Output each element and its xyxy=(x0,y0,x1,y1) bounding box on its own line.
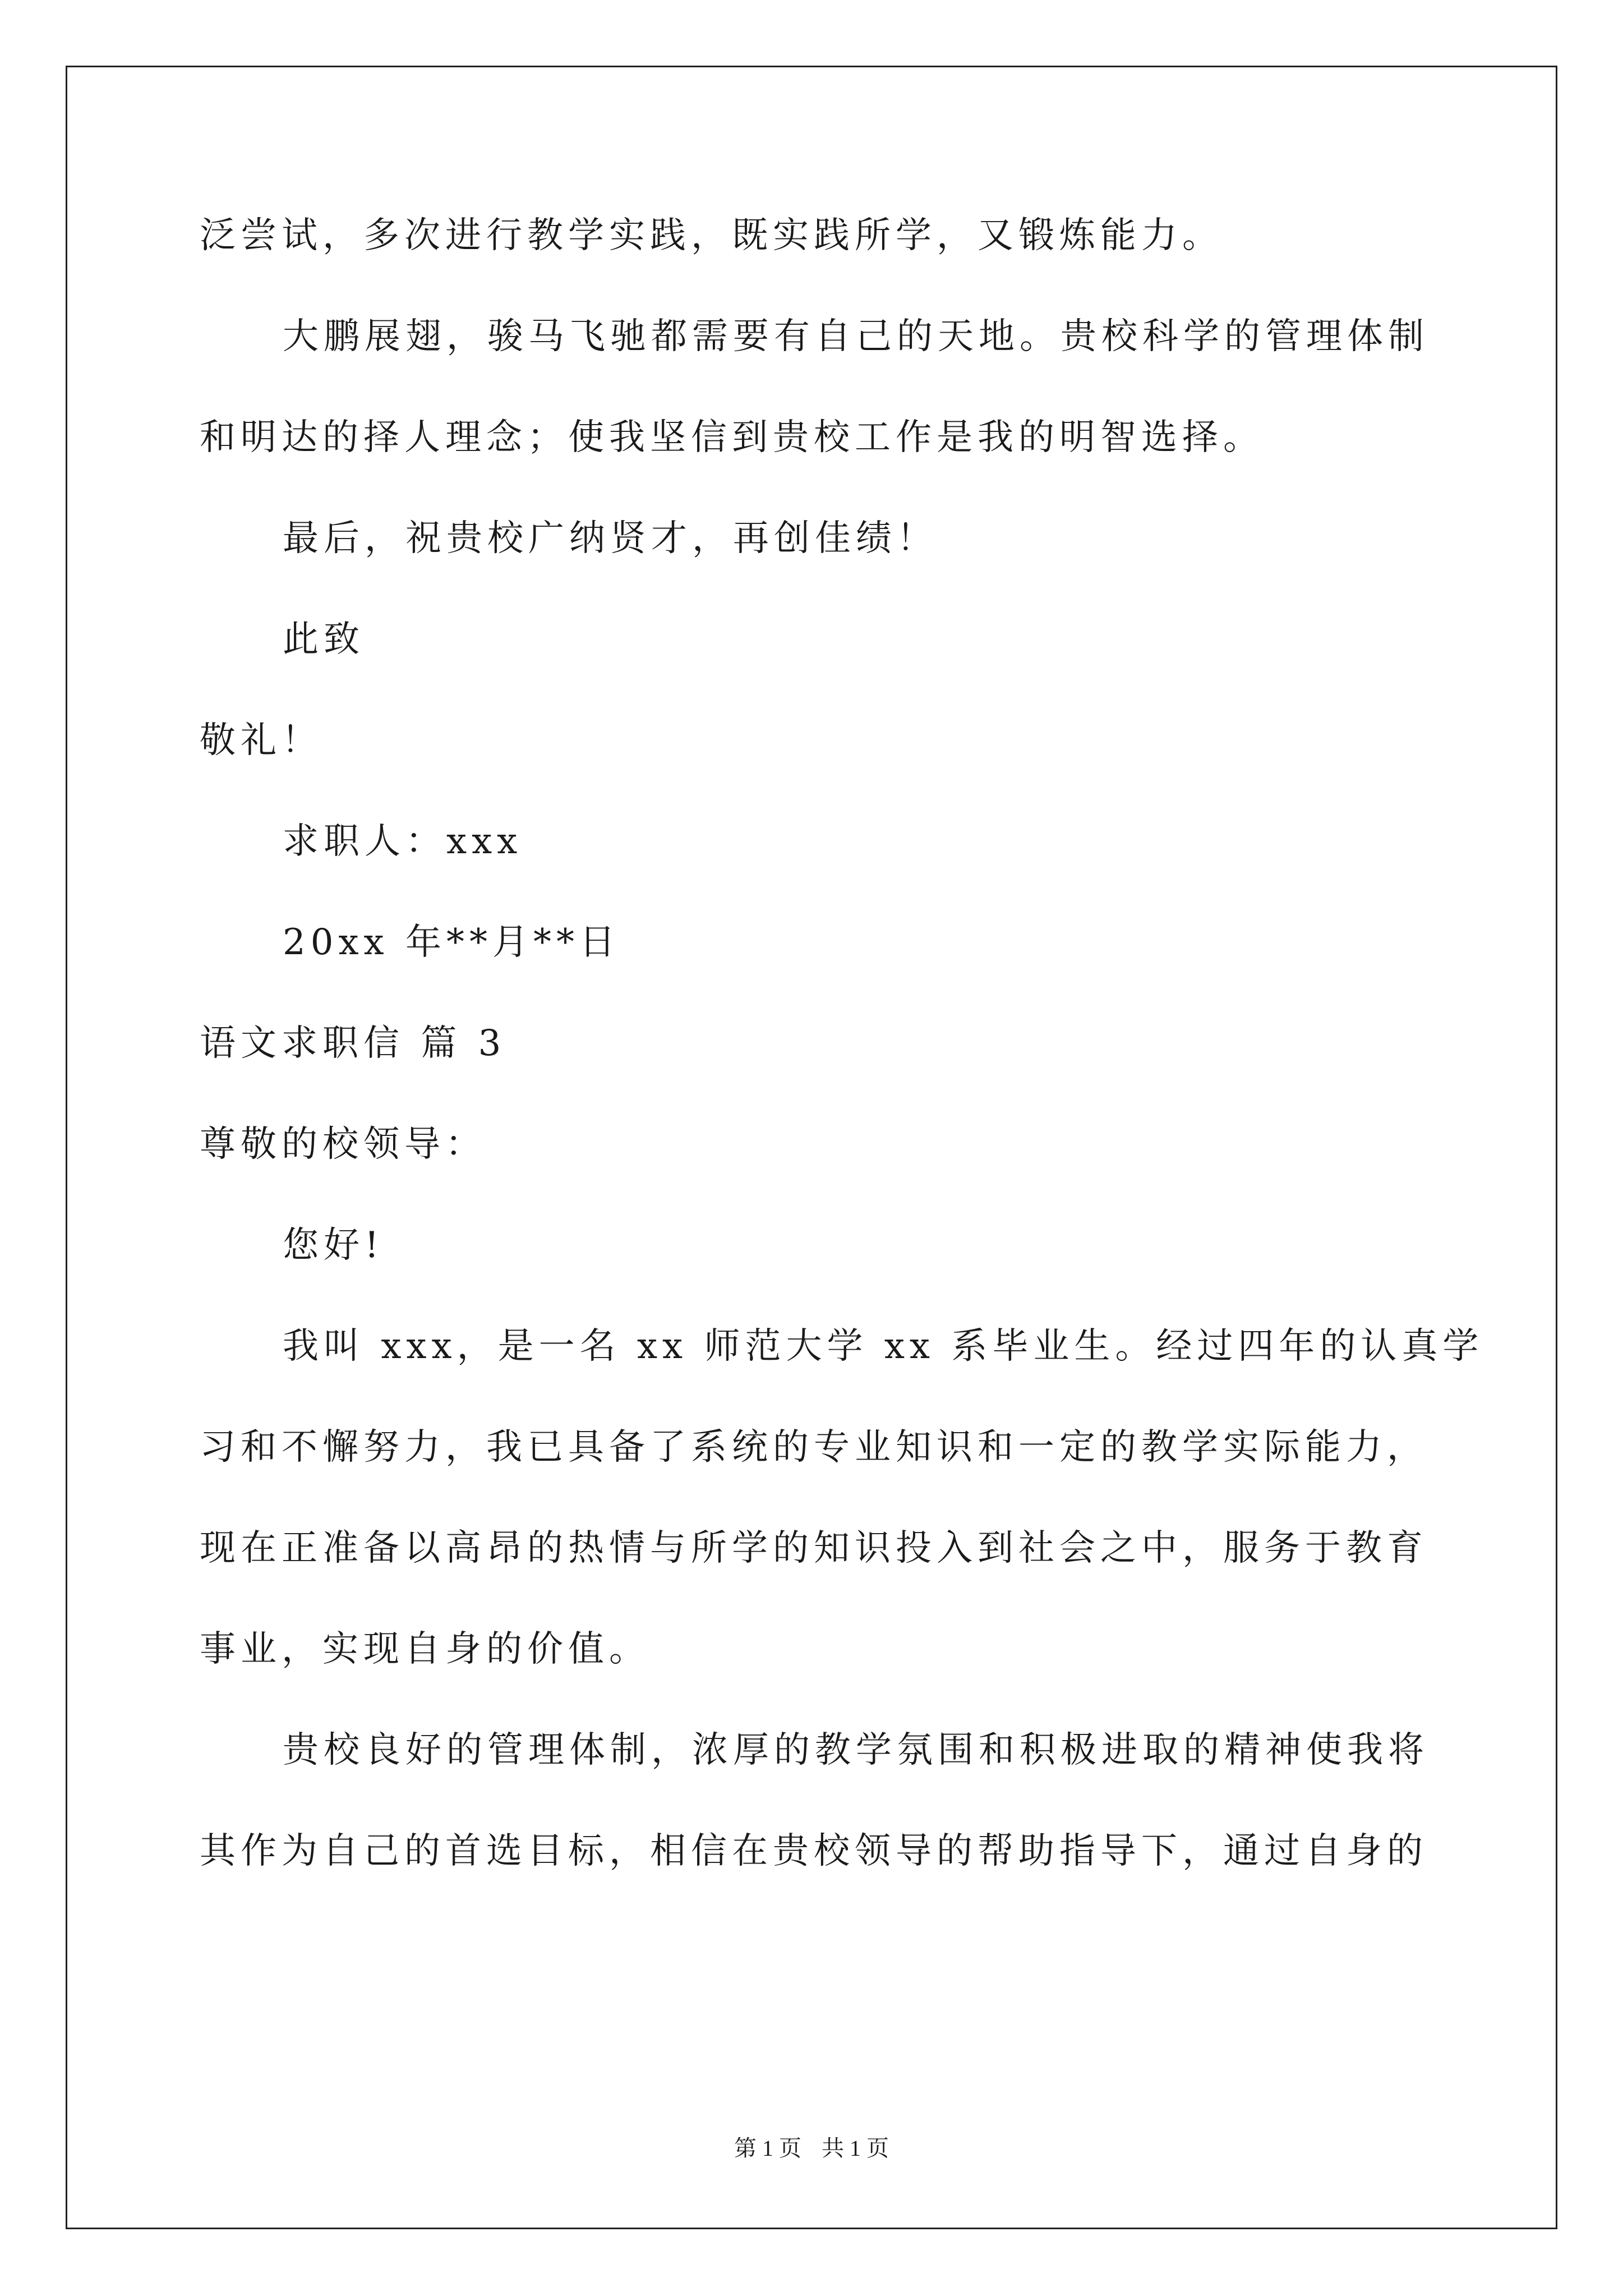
closing-regards: 敬礼！ xyxy=(200,720,322,761)
page-total: 共 1 页 xyxy=(822,2136,889,2161)
letter-greeting: 尊敬的校领导： xyxy=(200,1124,486,1165)
text-line: 贵校良好的管理体制，浓厚的教学氛围和积极进取的精神使我将 xyxy=(283,1729,1429,1771)
applicant-signature: 求职人：xxx xyxy=(283,821,523,862)
text-line: 其作为自己的首选目标，相信在贵校领导的帮助指导下，通过自身的 xyxy=(200,1830,1428,1872)
closing-salutation: 此致 xyxy=(283,619,365,660)
page-footer xyxy=(0,2132,1623,2165)
section-heading: 语文求职信 篇 3 xyxy=(200,1023,506,1064)
text-line: 我叫 xxx，是一名 xx 师范大学 xx 系毕业生。经过四年的认真学 xyxy=(283,1326,1484,1367)
page-number: 第 1 页 xyxy=(734,2136,801,2161)
document-body xyxy=(200,185,1484,1902)
text-line: 大鹏展翅，骏马飞驰都需要有自己的天地。贵校科学的管理体制 xyxy=(283,316,1429,357)
text-line: 泛尝试，多次进行教学实践，既实践所学，又锻炼能力。 xyxy=(200,215,1223,256)
letter-hello: 您好! xyxy=(283,1225,384,1266)
text-line: 和明达的择人理念；使我坚信到贵校工作是我的明智选择。 xyxy=(200,417,1264,458)
text-line: 事业，实现自身的价值。 xyxy=(200,1628,650,1670)
text-line: 现在正准备以高昂的热情与所学的知识投入到社会之中，服务于教育 xyxy=(200,1527,1428,1569)
text-line: 最后，祝贵校广纳贤才，再创佳绩！ xyxy=(283,518,938,559)
letter-date: 20xx 年**月**日 xyxy=(283,922,620,963)
text-line: 习和不懈努力，我已具备了系统的专业知识和一定的教学实际能力， xyxy=(200,1427,1428,1468)
